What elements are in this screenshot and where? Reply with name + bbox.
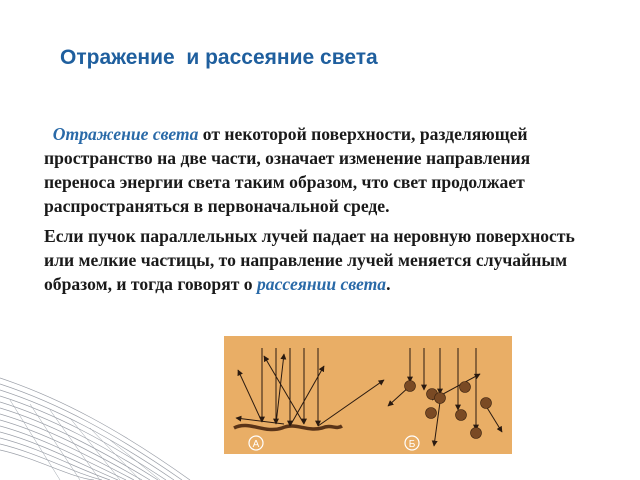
scattering-figure xyxy=(224,336,512,454)
paragraph-scattering xyxy=(44,224,604,296)
slide-body xyxy=(44,122,604,296)
term-reflection: Отражение света xyxy=(52,124,199,144)
label-b-badge xyxy=(405,436,419,450)
panel-a xyxy=(234,348,384,430)
paragraph1-text: от некоторой поверхности, разделяющей пространство на две части, означает изменение направления переноса энергии света таким образом, что свет продолжает распространяться в первоначальной среде. xyxy=(44,124,531,216)
paragraph2-text: Если пучок параллельных лучей падает на неровную поверхность или мелкие частицы, то направление лучей меняется случайным образом, и тогда говорят о xyxy=(44,226,575,294)
term-scattering: рассеянии света xyxy=(256,274,387,294)
paragraph2-end: . xyxy=(386,274,391,294)
slide-title: Отражение и рассеяние света xyxy=(60,46,378,69)
label-a: А xyxy=(252,439,260,450)
paragraph-reflection xyxy=(44,122,604,218)
particles xyxy=(405,381,492,439)
label-a-badge xyxy=(249,436,263,450)
scattering-illustration xyxy=(224,336,512,454)
rough-surface xyxy=(234,425,342,429)
label-b: Б xyxy=(408,439,416,450)
